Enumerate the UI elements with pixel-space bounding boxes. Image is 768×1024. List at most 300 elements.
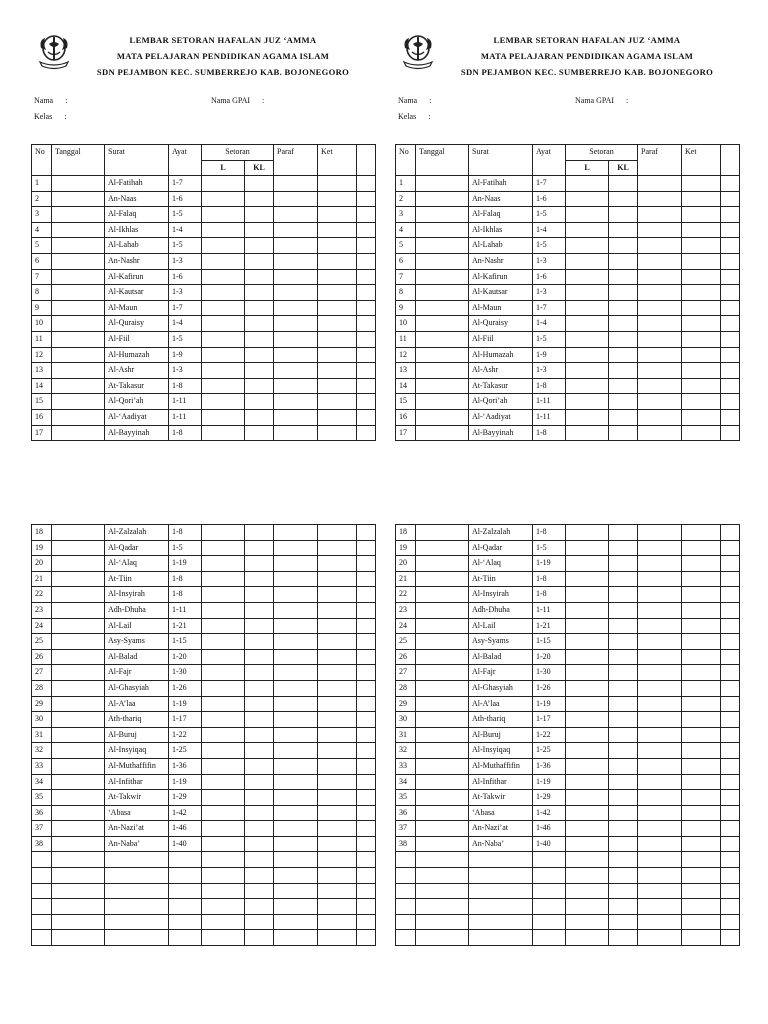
cell-l[interactable] xyxy=(566,899,609,915)
cell-kl[interactable] xyxy=(609,914,638,930)
cell-paraf[interactable] xyxy=(638,680,682,696)
cell-paraf[interactable] xyxy=(274,712,318,728)
cell-ayat[interactable] xyxy=(533,899,566,915)
cell-paraf[interactable] xyxy=(638,618,682,634)
cell-kl[interactable] xyxy=(245,743,274,759)
cell-kl[interactable] xyxy=(609,758,638,774)
cell-tanggal[interactable] xyxy=(52,602,105,618)
cell-ket[interactable] xyxy=(682,836,721,852)
cell-extra[interactable] xyxy=(357,191,376,207)
cell-paraf[interactable] xyxy=(274,618,318,634)
cell-extra[interactable] xyxy=(357,758,376,774)
cell-kl[interactable] xyxy=(245,712,274,728)
cell-l[interactable] xyxy=(566,836,609,852)
cell-paraf[interactable] xyxy=(274,253,318,269)
cell-ket[interactable] xyxy=(682,540,721,556)
cell-l[interactable] xyxy=(566,821,609,837)
cell-ket[interactable] xyxy=(682,790,721,806)
cell-kl[interactable] xyxy=(609,269,638,285)
cell-l[interactable] xyxy=(566,347,609,363)
cell-l[interactable] xyxy=(566,883,609,899)
cell-kl[interactable] xyxy=(609,571,638,587)
cell-kl[interactable] xyxy=(245,821,274,837)
cell-extra[interactable] xyxy=(721,914,740,930)
cell-kl[interactable] xyxy=(245,425,274,441)
cell-surat[interactable] xyxy=(469,883,533,899)
cell-no[interactable] xyxy=(32,883,52,899)
cell-paraf[interactable] xyxy=(638,222,682,238)
cell-l[interactable] xyxy=(566,222,609,238)
cell-paraf[interactable] xyxy=(638,712,682,728)
cell-paraf[interactable] xyxy=(274,914,318,930)
cell-ket[interactable] xyxy=(682,680,721,696)
cell-paraf[interactable] xyxy=(274,587,318,603)
cell-extra[interactable] xyxy=(357,176,376,192)
cell-extra[interactable] xyxy=(721,649,740,665)
cell-extra[interactable] xyxy=(357,222,376,238)
cell-kl[interactable] xyxy=(609,409,638,425)
cell-extra[interactable] xyxy=(357,821,376,837)
cell-kl[interactable] xyxy=(245,758,274,774)
cell-tanggal[interactable] xyxy=(52,649,105,665)
cell-tanggal[interactable] xyxy=(52,930,105,946)
cell-paraf[interactable] xyxy=(274,680,318,696)
cell-paraf[interactable] xyxy=(274,634,318,650)
cell-ket[interactable] xyxy=(682,649,721,665)
cell-paraf[interactable] xyxy=(274,930,318,946)
cell-l[interactable] xyxy=(566,868,609,884)
cell-ket[interactable] xyxy=(318,316,357,332)
cell-l[interactable] xyxy=(202,883,245,899)
cell-ket[interactable] xyxy=(682,618,721,634)
cell-paraf[interactable] xyxy=(274,883,318,899)
cell-l[interactable] xyxy=(202,743,245,759)
cell-surat[interactable] xyxy=(469,930,533,946)
cell-kl[interactable] xyxy=(245,378,274,394)
cell-kl[interactable] xyxy=(609,899,638,915)
cell-tanggal[interactable] xyxy=(52,774,105,790)
cell-ket[interactable] xyxy=(682,331,721,347)
cell-ket[interactable] xyxy=(682,914,721,930)
cell-l[interactable] xyxy=(202,587,245,603)
cell-kl[interactable] xyxy=(609,191,638,207)
cell-ket[interactable] xyxy=(318,805,357,821)
cell-kl[interactable] xyxy=(609,649,638,665)
cell-l[interactable] xyxy=(202,207,245,223)
cell-kl[interactable] xyxy=(609,727,638,743)
cell-extra[interactable] xyxy=(357,618,376,634)
cell-paraf[interactable] xyxy=(638,665,682,681)
cell-extra[interactable] xyxy=(721,774,740,790)
cell-ket[interactable] xyxy=(318,556,357,572)
cell-kl[interactable] xyxy=(245,805,274,821)
cell-ayat[interactable] xyxy=(169,868,202,884)
cell-surat[interactable] xyxy=(105,868,169,884)
cell-kl[interactable] xyxy=(245,680,274,696)
cell-paraf[interactable] xyxy=(638,587,682,603)
cell-kl[interactable] xyxy=(245,790,274,806)
cell-tanggal[interactable] xyxy=(52,269,105,285)
cell-no[interactable] xyxy=(396,852,416,868)
cell-extra[interactable] xyxy=(721,868,740,884)
cell-ket[interactable] xyxy=(318,409,357,425)
cell-tanggal[interactable] xyxy=(416,712,469,728)
cell-tanggal[interactable] xyxy=(52,207,105,223)
cell-tanggal[interactable] xyxy=(416,176,469,192)
cell-l[interactable] xyxy=(566,176,609,192)
cell-kl[interactable] xyxy=(245,347,274,363)
cell-kl[interactable] xyxy=(609,394,638,410)
cell-extra[interactable] xyxy=(721,727,740,743)
cell-ket[interactable] xyxy=(682,425,721,441)
cell-ket[interactable] xyxy=(318,821,357,837)
cell-kl[interactable] xyxy=(245,727,274,743)
cell-ayat[interactable] xyxy=(169,883,202,899)
cell-l[interactable] xyxy=(566,758,609,774)
cell-extra[interactable] xyxy=(721,758,740,774)
cell-kl[interactable] xyxy=(245,899,274,915)
cell-kl[interactable] xyxy=(245,363,274,379)
cell-paraf[interactable] xyxy=(638,727,682,743)
cell-ket[interactable] xyxy=(682,602,721,618)
cell-paraf[interactable] xyxy=(274,207,318,223)
cell-l[interactable] xyxy=(202,914,245,930)
cell-l[interactable] xyxy=(202,331,245,347)
cell-l[interactable] xyxy=(202,821,245,837)
cell-extra[interactable] xyxy=(721,285,740,301)
cell-ket[interactable] xyxy=(682,222,721,238)
cell-l[interactable] xyxy=(202,525,245,541)
cell-l[interactable] xyxy=(566,409,609,425)
cell-ayat[interactable] xyxy=(533,852,566,868)
cell-kl[interactable] xyxy=(245,253,274,269)
cell-ket[interactable] xyxy=(318,836,357,852)
cell-kl[interactable] xyxy=(609,602,638,618)
cell-paraf[interactable] xyxy=(274,316,318,332)
cell-l[interactable] xyxy=(566,602,609,618)
cell-extra[interactable] xyxy=(357,238,376,254)
cell-ayat[interactable] xyxy=(533,914,566,930)
cell-surat[interactable] xyxy=(469,852,533,868)
cell-surat[interactable] xyxy=(469,868,533,884)
cell-kl[interactable] xyxy=(245,649,274,665)
cell-extra[interactable] xyxy=(721,836,740,852)
cell-tanggal[interactable] xyxy=(52,712,105,728)
cell-surat[interactable] xyxy=(105,883,169,899)
cell-tanggal[interactable] xyxy=(416,525,469,541)
cell-l[interactable] xyxy=(202,347,245,363)
cell-extra[interactable] xyxy=(357,790,376,806)
cell-kl[interactable] xyxy=(245,525,274,541)
cell-l[interactable] xyxy=(202,253,245,269)
cell-paraf[interactable] xyxy=(274,285,318,301)
cell-extra[interactable] xyxy=(721,602,740,618)
cell-ket[interactable] xyxy=(318,176,357,192)
cell-ket[interactable] xyxy=(682,363,721,379)
cell-ket[interactable] xyxy=(318,712,357,728)
cell-tanggal[interactable] xyxy=(52,253,105,269)
cell-tanggal[interactable] xyxy=(52,680,105,696)
cell-tanggal[interactable] xyxy=(52,587,105,603)
cell-surat[interactable] xyxy=(105,914,169,930)
cell-extra[interactable] xyxy=(721,696,740,712)
cell-extra[interactable] xyxy=(357,540,376,556)
cell-extra[interactable] xyxy=(357,571,376,587)
cell-l[interactable] xyxy=(566,696,609,712)
cell-paraf[interactable] xyxy=(274,363,318,379)
cell-kl[interactable] xyxy=(609,883,638,899)
cell-tanggal[interactable] xyxy=(52,556,105,572)
cell-paraf[interactable] xyxy=(638,285,682,301)
cell-kl[interactable] xyxy=(609,790,638,806)
cell-no[interactable] xyxy=(32,930,52,946)
cell-ket[interactable] xyxy=(318,269,357,285)
cell-l[interactable] xyxy=(566,269,609,285)
cell-ket[interactable] xyxy=(682,409,721,425)
cell-ket[interactable] xyxy=(318,425,357,441)
cell-tanggal[interactable] xyxy=(52,238,105,254)
cell-extra[interactable] xyxy=(721,316,740,332)
cell-extra[interactable] xyxy=(721,680,740,696)
cell-kl[interactable] xyxy=(245,222,274,238)
cell-paraf[interactable] xyxy=(274,852,318,868)
cell-ket[interactable] xyxy=(318,868,357,884)
cell-kl[interactable] xyxy=(609,774,638,790)
cell-extra[interactable] xyxy=(357,378,376,394)
cell-extra[interactable] xyxy=(357,743,376,759)
cell-no[interactable] xyxy=(32,899,52,915)
cell-extra[interactable] xyxy=(721,300,740,316)
cell-extra[interactable] xyxy=(357,712,376,728)
cell-l[interactable] xyxy=(202,316,245,332)
cell-ket[interactable] xyxy=(682,883,721,899)
cell-kl[interactable] xyxy=(609,618,638,634)
cell-paraf[interactable] xyxy=(638,207,682,223)
cell-ket[interactable] xyxy=(682,238,721,254)
cell-tanggal[interactable] xyxy=(52,836,105,852)
cell-extra[interactable] xyxy=(357,914,376,930)
cell-tanggal[interactable] xyxy=(52,540,105,556)
cell-extra[interactable] xyxy=(721,269,740,285)
cell-paraf[interactable] xyxy=(638,253,682,269)
cell-tanggal[interactable] xyxy=(416,425,469,441)
cell-paraf[interactable] xyxy=(274,805,318,821)
cell-l[interactable] xyxy=(202,634,245,650)
cell-ket[interactable] xyxy=(682,300,721,316)
cell-paraf[interactable] xyxy=(638,743,682,759)
cell-ket[interactable] xyxy=(682,805,721,821)
cell-extra[interactable] xyxy=(357,300,376,316)
cell-kl[interactable] xyxy=(609,665,638,681)
cell-l[interactable] xyxy=(202,269,245,285)
cell-ket[interactable] xyxy=(318,300,357,316)
cell-extra[interactable] xyxy=(357,253,376,269)
cell-kl[interactable] xyxy=(609,525,638,541)
cell-l[interactable] xyxy=(566,634,609,650)
cell-paraf[interactable] xyxy=(638,363,682,379)
cell-extra[interactable] xyxy=(721,899,740,915)
cell-l[interactable] xyxy=(566,665,609,681)
cell-paraf[interactable] xyxy=(274,331,318,347)
cell-extra[interactable] xyxy=(357,331,376,347)
cell-extra[interactable] xyxy=(357,347,376,363)
cell-ket[interactable] xyxy=(318,378,357,394)
cell-tanggal[interactable] xyxy=(52,331,105,347)
cell-extra[interactable] xyxy=(721,821,740,837)
cell-tanggal[interactable] xyxy=(416,587,469,603)
cell-tanggal[interactable] xyxy=(416,363,469,379)
cell-l[interactable] xyxy=(566,790,609,806)
cell-tanggal[interactable] xyxy=(416,300,469,316)
cell-paraf[interactable] xyxy=(638,805,682,821)
cell-kl[interactable] xyxy=(245,914,274,930)
cell-tanggal[interactable] xyxy=(52,743,105,759)
cell-tanggal[interactable] xyxy=(416,696,469,712)
cell-l[interactable] xyxy=(202,852,245,868)
cell-ket[interactable] xyxy=(318,285,357,301)
cell-tanggal[interactable] xyxy=(416,269,469,285)
cell-tanggal[interactable] xyxy=(416,556,469,572)
cell-paraf[interactable] xyxy=(638,821,682,837)
cell-l[interactable] xyxy=(566,805,609,821)
cell-l[interactable] xyxy=(202,409,245,425)
cell-ket[interactable] xyxy=(318,680,357,696)
cell-extra[interactable] xyxy=(357,930,376,946)
cell-surat[interactable] xyxy=(105,930,169,946)
cell-l[interactable] xyxy=(202,425,245,441)
cell-ket[interactable] xyxy=(318,207,357,223)
cell-extra[interactable] xyxy=(357,727,376,743)
cell-l[interactable] xyxy=(566,743,609,759)
cell-extra[interactable] xyxy=(721,409,740,425)
cell-l[interactable] xyxy=(202,696,245,712)
cell-kl[interactable] xyxy=(245,285,274,301)
cell-paraf[interactable] xyxy=(638,571,682,587)
cell-ket[interactable] xyxy=(318,930,357,946)
cell-tanggal[interactable] xyxy=(416,238,469,254)
cell-tanggal[interactable] xyxy=(52,300,105,316)
cell-paraf[interactable] xyxy=(638,774,682,790)
cell-paraf[interactable] xyxy=(638,316,682,332)
cell-ayat[interactable] xyxy=(533,868,566,884)
cell-l[interactable] xyxy=(566,425,609,441)
cell-tanggal[interactable] xyxy=(52,378,105,394)
cell-paraf[interactable] xyxy=(274,409,318,425)
cell-tanggal[interactable] xyxy=(52,394,105,410)
cell-l[interactable] xyxy=(566,618,609,634)
cell-ket[interactable] xyxy=(318,602,357,618)
cell-kl[interactable] xyxy=(609,852,638,868)
cell-paraf[interactable] xyxy=(274,602,318,618)
cell-extra[interactable] xyxy=(357,587,376,603)
cell-tanggal[interactable] xyxy=(52,868,105,884)
cell-ket[interactable] xyxy=(682,930,721,946)
cell-tanggal[interactable] xyxy=(52,727,105,743)
cell-paraf[interactable] xyxy=(274,525,318,541)
cell-extra[interactable] xyxy=(721,712,740,728)
cell-l[interactable] xyxy=(566,649,609,665)
cell-kl[interactable] xyxy=(245,300,274,316)
cell-ket[interactable] xyxy=(682,665,721,681)
cell-extra[interactable] xyxy=(721,525,740,541)
cell-kl[interactable] xyxy=(609,378,638,394)
cell-extra[interactable] xyxy=(721,394,740,410)
cell-l[interactable] xyxy=(202,790,245,806)
cell-ayat[interactable] xyxy=(169,914,202,930)
cell-paraf[interactable] xyxy=(274,899,318,915)
cell-tanggal[interactable] xyxy=(52,618,105,634)
cell-extra[interactable] xyxy=(721,238,740,254)
cell-ket[interactable] xyxy=(682,316,721,332)
cell-l[interactable] xyxy=(202,712,245,728)
cell-tanggal[interactable] xyxy=(416,914,469,930)
cell-extra[interactable] xyxy=(357,285,376,301)
cell-paraf[interactable] xyxy=(274,347,318,363)
cell-l[interactable] xyxy=(202,899,245,915)
cell-kl[interactable] xyxy=(245,774,274,790)
cell-ket[interactable] xyxy=(682,253,721,269)
cell-extra[interactable] xyxy=(357,774,376,790)
cell-tanggal[interactable] xyxy=(416,649,469,665)
cell-l[interactable] xyxy=(566,852,609,868)
cell-paraf[interactable] xyxy=(274,191,318,207)
cell-l[interactable] xyxy=(202,602,245,618)
cell-tanggal[interactable] xyxy=(416,409,469,425)
cell-extra[interactable] xyxy=(357,207,376,223)
cell-l[interactable] xyxy=(566,930,609,946)
cell-kl[interactable] xyxy=(245,556,274,572)
cell-l[interactable] xyxy=(566,378,609,394)
cell-no[interactable] xyxy=(396,899,416,915)
cell-tanggal[interactable] xyxy=(52,409,105,425)
cell-extra[interactable] xyxy=(357,665,376,681)
cell-l[interactable] xyxy=(202,176,245,192)
cell-l[interactable] xyxy=(202,649,245,665)
cell-paraf[interactable] xyxy=(274,665,318,681)
cell-extra[interactable] xyxy=(721,790,740,806)
cell-paraf[interactable] xyxy=(638,602,682,618)
cell-paraf[interactable] xyxy=(638,914,682,930)
cell-extra[interactable] xyxy=(357,634,376,650)
cell-ket[interactable] xyxy=(682,821,721,837)
cell-surat[interactable] xyxy=(469,899,533,915)
cell-ket[interactable] xyxy=(318,587,357,603)
cell-tanggal[interactable] xyxy=(416,602,469,618)
cell-tanggal[interactable] xyxy=(416,930,469,946)
cell-l[interactable] xyxy=(202,805,245,821)
cell-tanggal[interactable] xyxy=(52,222,105,238)
cell-ket[interactable] xyxy=(682,378,721,394)
cell-tanggal[interactable] xyxy=(416,540,469,556)
cell-ket[interactable] xyxy=(682,525,721,541)
cell-ket[interactable] xyxy=(318,618,357,634)
cell-tanggal[interactable] xyxy=(416,821,469,837)
cell-kl[interactable] xyxy=(245,602,274,618)
cell-kl[interactable] xyxy=(245,409,274,425)
cell-kl[interactable] xyxy=(245,571,274,587)
cell-kl[interactable] xyxy=(245,316,274,332)
cell-paraf[interactable] xyxy=(274,868,318,884)
cell-paraf[interactable] xyxy=(638,696,682,712)
cell-paraf[interactable] xyxy=(638,191,682,207)
cell-no[interactable] xyxy=(396,883,416,899)
cell-tanggal[interactable] xyxy=(416,836,469,852)
cell-tanggal[interactable] xyxy=(416,222,469,238)
cell-l[interactable] xyxy=(202,758,245,774)
cell-kl[interactable] xyxy=(609,930,638,946)
cell-l[interactable] xyxy=(566,587,609,603)
cell-tanggal[interactable] xyxy=(416,852,469,868)
